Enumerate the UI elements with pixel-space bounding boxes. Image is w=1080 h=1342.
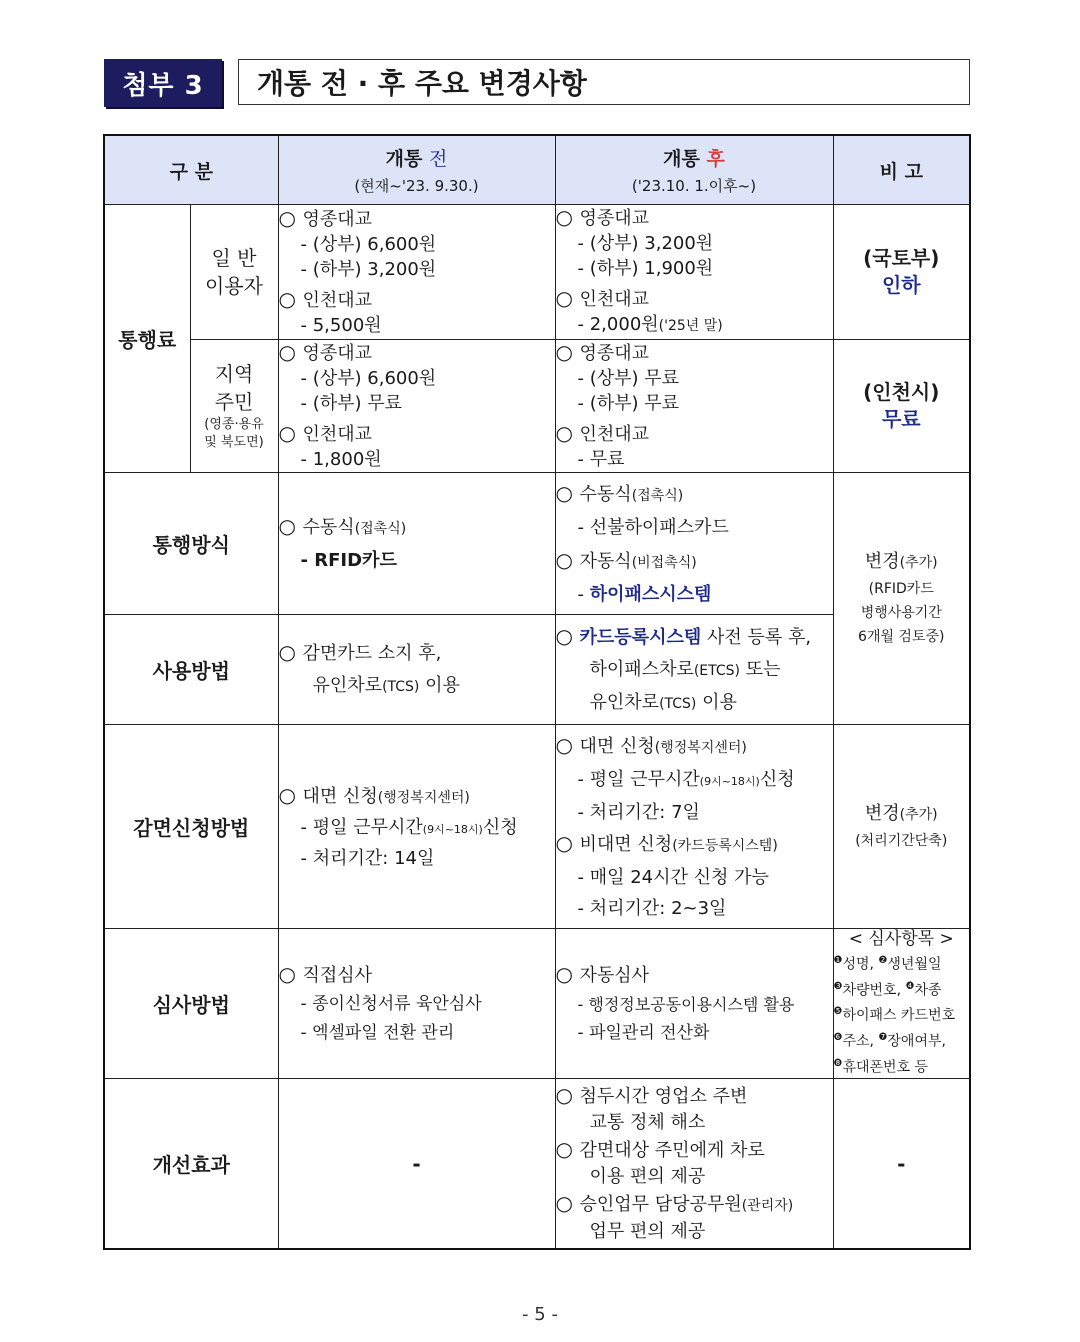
usage-text: 사전 등록 후, <box>701 626 812 648</box>
note-line: 병행사용기간 <box>860 605 942 621</box>
review-item: 주소, <box>842 1033 879 1050</box>
application-before <box>278 725 555 929</box>
list-item: ○ 영종대교 <box>556 340 833 366</box>
list-item <box>556 579 833 611</box>
passage-before <box>278 473 555 615</box>
list-item <box>556 477 833 512</box>
review-item-row <box>834 950 970 976</box>
hours-end: 신청 <box>759 768 795 790</box>
list-item: - 무료 <box>556 447 833 472</box>
number-icon: ❶ <box>833 955 843 966</box>
list-item: ○ 인천대교 <box>279 287 555 313</box>
subcategory-label: 일 반 <box>211 246 257 270</box>
list-item: - 종이신청서류 육안심사 <box>279 990 555 1019</box>
review-item: 성명, <box>842 956 879 973</box>
number-icon: ❼ <box>878 1031 888 1043</box>
list-item: - 5,500원 <box>279 313 555 338</box>
list-item: - 파일관리 전산화 <box>556 1019 833 1048</box>
toll-general-after <box>555 205 833 340</box>
list-item: ○ 자동심사 <box>556 960 833 990</box>
page-number: - 5 - <box>522 1304 558 1325</box>
list-item: ○ 영종대교 <box>556 205 833 231</box>
review-item: 차량번호, <box>842 982 906 999</box>
effect-before: - <box>278 1079 555 1249</box>
list-item: 업무 편의 제공 <box>589 1221 706 1243</box>
method: 자동식 <box>579 550 632 572</box>
note-main-sub: (추가) <box>899 555 938 571</box>
note-toll-resident <box>833 340 970 473</box>
lane-end: 이용 <box>419 675 460 696</box>
list-item: ○ 감면대상 주민에게 차로 <box>556 1136 833 1164</box>
lane-end: 이용 <box>696 691 737 713</box>
method: 대면 신청 <box>579 735 655 757</box>
method-note: (카드등록시스템) <box>672 837 778 854</box>
lane-end: 또는 <box>740 658 781 680</box>
list-item: ○ 감면카드 소지 후, <box>279 636 555 670</box>
method-note: (비접촉식) <box>631 554 697 571</box>
lane: 하이패스차로 <box>589 658 694 680</box>
list-item: - 매일 24시간 신청 가능 <box>556 862 833 893</box>
review-item-row <box>834 1053 970 1079</box>
table-row-review <box>104 929 970 1079</box>
review-item-row <box>834 1001 970 1027</box>
lane-note: (TCS) <box>659 695 697 712</box>
list-item: - 선불하이패스카드 <box>556 512 833 544</box>
subcategory-label: 지역 <box>214 362 254 386</box>
table-row-toll-resident <box>104 340 970 473</box>
review-after <box>555 929 833 1079</box>
note-line: (RFID카드 <box>868 581 934 597</box>
subcategory-resident <box>190 340 278 473</box>
comparison-table <box>103 134 971 1250</box>
note-application <box>833 725 970 929</box>
method-note: (행정복지센터) <box>377 789 470 806</box>
note-main: 변경 <box>864 551 900 572</box>
list-item <box>556 687 833 720</box>
category-usage: 사용방법 <box>104 615 278 725</box>
list-item <box>279 781 555 813</box>
card-registration-system: 카드등록시스템 <box>579 626 702 648</box>
header-before-period: (현재~'23. 9.30.) <box>354 177 479 195</box>
review-item-row <box>834 1027 970 1053</box>
list-item: - (하부) 3,200원 <box>279 257 555 282</box>
list-item <box>556 1190 833 1219</box>
category-toll: 통행료 <box>104 205 190 473</box>
list-item <box>556 828 833 862</box>
note-value: 인하 <box>881 273 921 297</box>
note-passage-usage <box>833 473 970 725</box>
method-note: (접촉식) <box>631 487 684 504</box>
number-icon: ❷ <box>878 955 888 966</box>
note-change <box>834 800 970 829</box>
list-item: ○ 영종대교 <box>279 340 555 366</box>
attachment-title <box>104 59 972 107</box>
page-title: 개통 전 · 후 주요 변경사항 <box>238 59 970 105</box>
usage-before <box>278 615 555 725</box>
list-item: - (상부) 6,600원 <box>279 366 555 391</box>
note-review-items <box>833 929 970 1079</box>
header-before-label: 개통 <box>385 148 429 170</box>
review-item: 휴대폰번호 등 <box>842 1059 929 1076</box>
attachment-badge: 첨부 3 <box>104 59 222 107</box>
list-item: - 엑셀파일 전환 관리 <box>279 1019 555 1048</box>
usage-after <box>555 615 833 725</box>
header-before <box>278 135 555 205</box>
list-item <box>279 510 555 545</box>
effect-after <box>555 1079 833 1249</box>
application-after <box>555 725 833 929</box>
note-main: 변경 <box>864 803 900 824</box>
effect-note: (관리자) <box>741 1198 794 1215</box>
list-item: ○ 인천대교 <box>556 286 833 312</box>
list-item <box>556 544 833 579</box>
number-icon: ❻ <box>833 1031 843 1043</box>
list-item: ○ 인천대교 <box>556 421 833 447</box>
review-item: 생년월일 <box>887 956 942 973</box>
list-item: ○ 직접심사 <box>279 960 555 990</box>
category-effect: 개선효과 <box>104 1079 278 1249</box>
note-agency: (국토부) <box>863 246 940 270</box>
list-item <box>556 620 833 654</box>
table-row-passage <box>104 473 970 615</box>
review-before <box>278 929 555 1079</box>
note-line: 6개월 검토중) <box>858 629 945 645</box>
hours-note: (9시~18시) <box>699 774 760 788</box>
effect-text: 승인업무 담당공무원 <box>579 1194 742 1216</box>
toll-general-before <box>278 205 555 340</box>
table-header-row <box>104 135 970 205</box>
price-note: ('25년 말) <box>658 318 723 334</box>
lane: 유인차로 <box>312 675 383 696</box>
note-main-sub: (추가) <box>899 807 938 823</box>
review-item: 차종 <box>914 982 942 999</box>
header-after <box>555 135 833 205</box>
number-icon: ❺ <box>833 1006 843 1018</box>
list-item <box>279 670 555 703</box>
list-item: ○ 인천대교 <box>279 421 555 447</box>
hipass-system: 하이패스시스템 <box>589 583 712 605</box>
effect-note: - <box>833 1079 970 1249</box>
hours: 평일 근무시간 <box>589 768 700 790</box>
header-after-accent: 후 <box>706 148 725 170</box>
list-item <box>279 813 555 844</box>
lane-note: (TCS) <box>382 679 420 695</box>
hours: 평일 근무시간 <box>312 816 423 838</box>
list-item: 교통 정체 해소 <box>589 1112 706 1134</box>
note-line: (처리기간단축) <box>855 833 948 849</box>
number-icon: ❹ <box>905 980 915 992</box>
passage-after <box>555 473 833 615</box>
subcategory-label: 주민 <box>214 390 254 414</box>
method: 수동식 <box>302 517 355 538</box>
hours-note: (9시~18시) <box>422 822 483 836</box>
hours-end: 신청 <box>482 816 518 838</box>
list-item: ○ 영종대교 <box>279 206 555 232</box>
list-item: - (하부) 무료 <box>556 391 833 416</box>
list-item: - 1,800원 <box>279 447 555 472</box>
list-item: - (상부) 6,600원 <box>279 232 555 257</box>
method: 비대면 신청 <box>579 833 673 855</box>
note-agency: (인천시) <box>863 380 940 404</box>
note-toll-general <box>833 205 970 340</box>
lane: 유인차로 <box>589 691 660 713</box>
list-item: ○ 첨두시간 영업소 주변 <box>556 1082 833 1110</box>
list-item: - (상부) 무료 <box>556 366 833 391</box>
method-note: (행정복지센터) <box>654 739 747 756</box>
review-item: 하이패스 카드번호 <box>842 1007 956 1024</box>
toll-resident-after <box>555 340 833 473</box>
note-change <box>834 548 970 577</box>
header-category: 구 분 <box>104 135 278 205</box>
subcategory-area: 및 북도면) <box>204 435 264 450</box>
category-review: 심사방법 <box>104 929 278 1079</box>
list-item: - 처리기간: 14일 <box>279 844 555 873</box>
list-item: 이용 편의 제공 <box>589 1166 706 1188</box>
table-row-effect <box>104 1079 970 1249</box>
price: 2,000원 <box>589 314 659 335</box>
list-item: - RFID카드 <box>279 545 555 577</box>
list-item <box>556 764 833 797</box>
subcategory-area: (영종·용유 <box>204 417 264 432</box>
method-note: (접촉식) <box>354 521 407 537</box>
list-item: - (상부) 3,200원 <box>556 231 833 256</box>
header-note: 비 고 <box>833 135 970 205</box>
subcategory-general-user <box>190 205 278 340</box>
note-value: 무료 <box>881 407 921 431</box>
table-row-toll-general <box>104 205 970 340</box>
number-icon: ❸ <box>833 980 843 992</box>
list-item: - 처리기간: 7일 <box>556 797 833 828</box>
lane-note: (ETCS) <box>693 662 741 679</box>
method: 대면 신청 <box>302 785 378 807</box>
number-icon: ❽ <box>833 1057 843 1069</box>
review-items-header: < 심사항목 > <box>848 929 954 949</box>
header-before-accent: 전 <box>429 148 448 170</box>
list-item <box>556 654 833 687</box>
table-row-application <box>104 725 970 929</box>
list-item: - 행정정보공동이용시스템 활용 <box>556 990 833 1019</box>
subcategory-label: 이용자 <box>205 274 263 298</box>
header-after-label: 개통 <box>663 148 707 170</box>
review-item-row <box>834 976 970 1002</box>
list-item <box>556 730 833 764</box>
header-after-period: ('23.10. 1.이후~) <box>631 177 757 195</box>
list-item: - (하부) 1,900원 <box>556 256 833 281</box>
method: 수동식 <box>579 483 632 505</box>
category-passage: 통행방식 <box>104 473 278 615</box>
list-item: - (하부) 무료 <box>279 391 555 416</box>
toll-resident-before <box>278 340 555 473</box>
review-item: 장애여부, <box>887 1033 946 1050</box>
list-item <box>556 312 833 339</box>
list-item: - 처리기간: 2~3일 <box>556 893 833 924</box>
category-application: 감면신청방법 <box>104 725 278 929</box>
